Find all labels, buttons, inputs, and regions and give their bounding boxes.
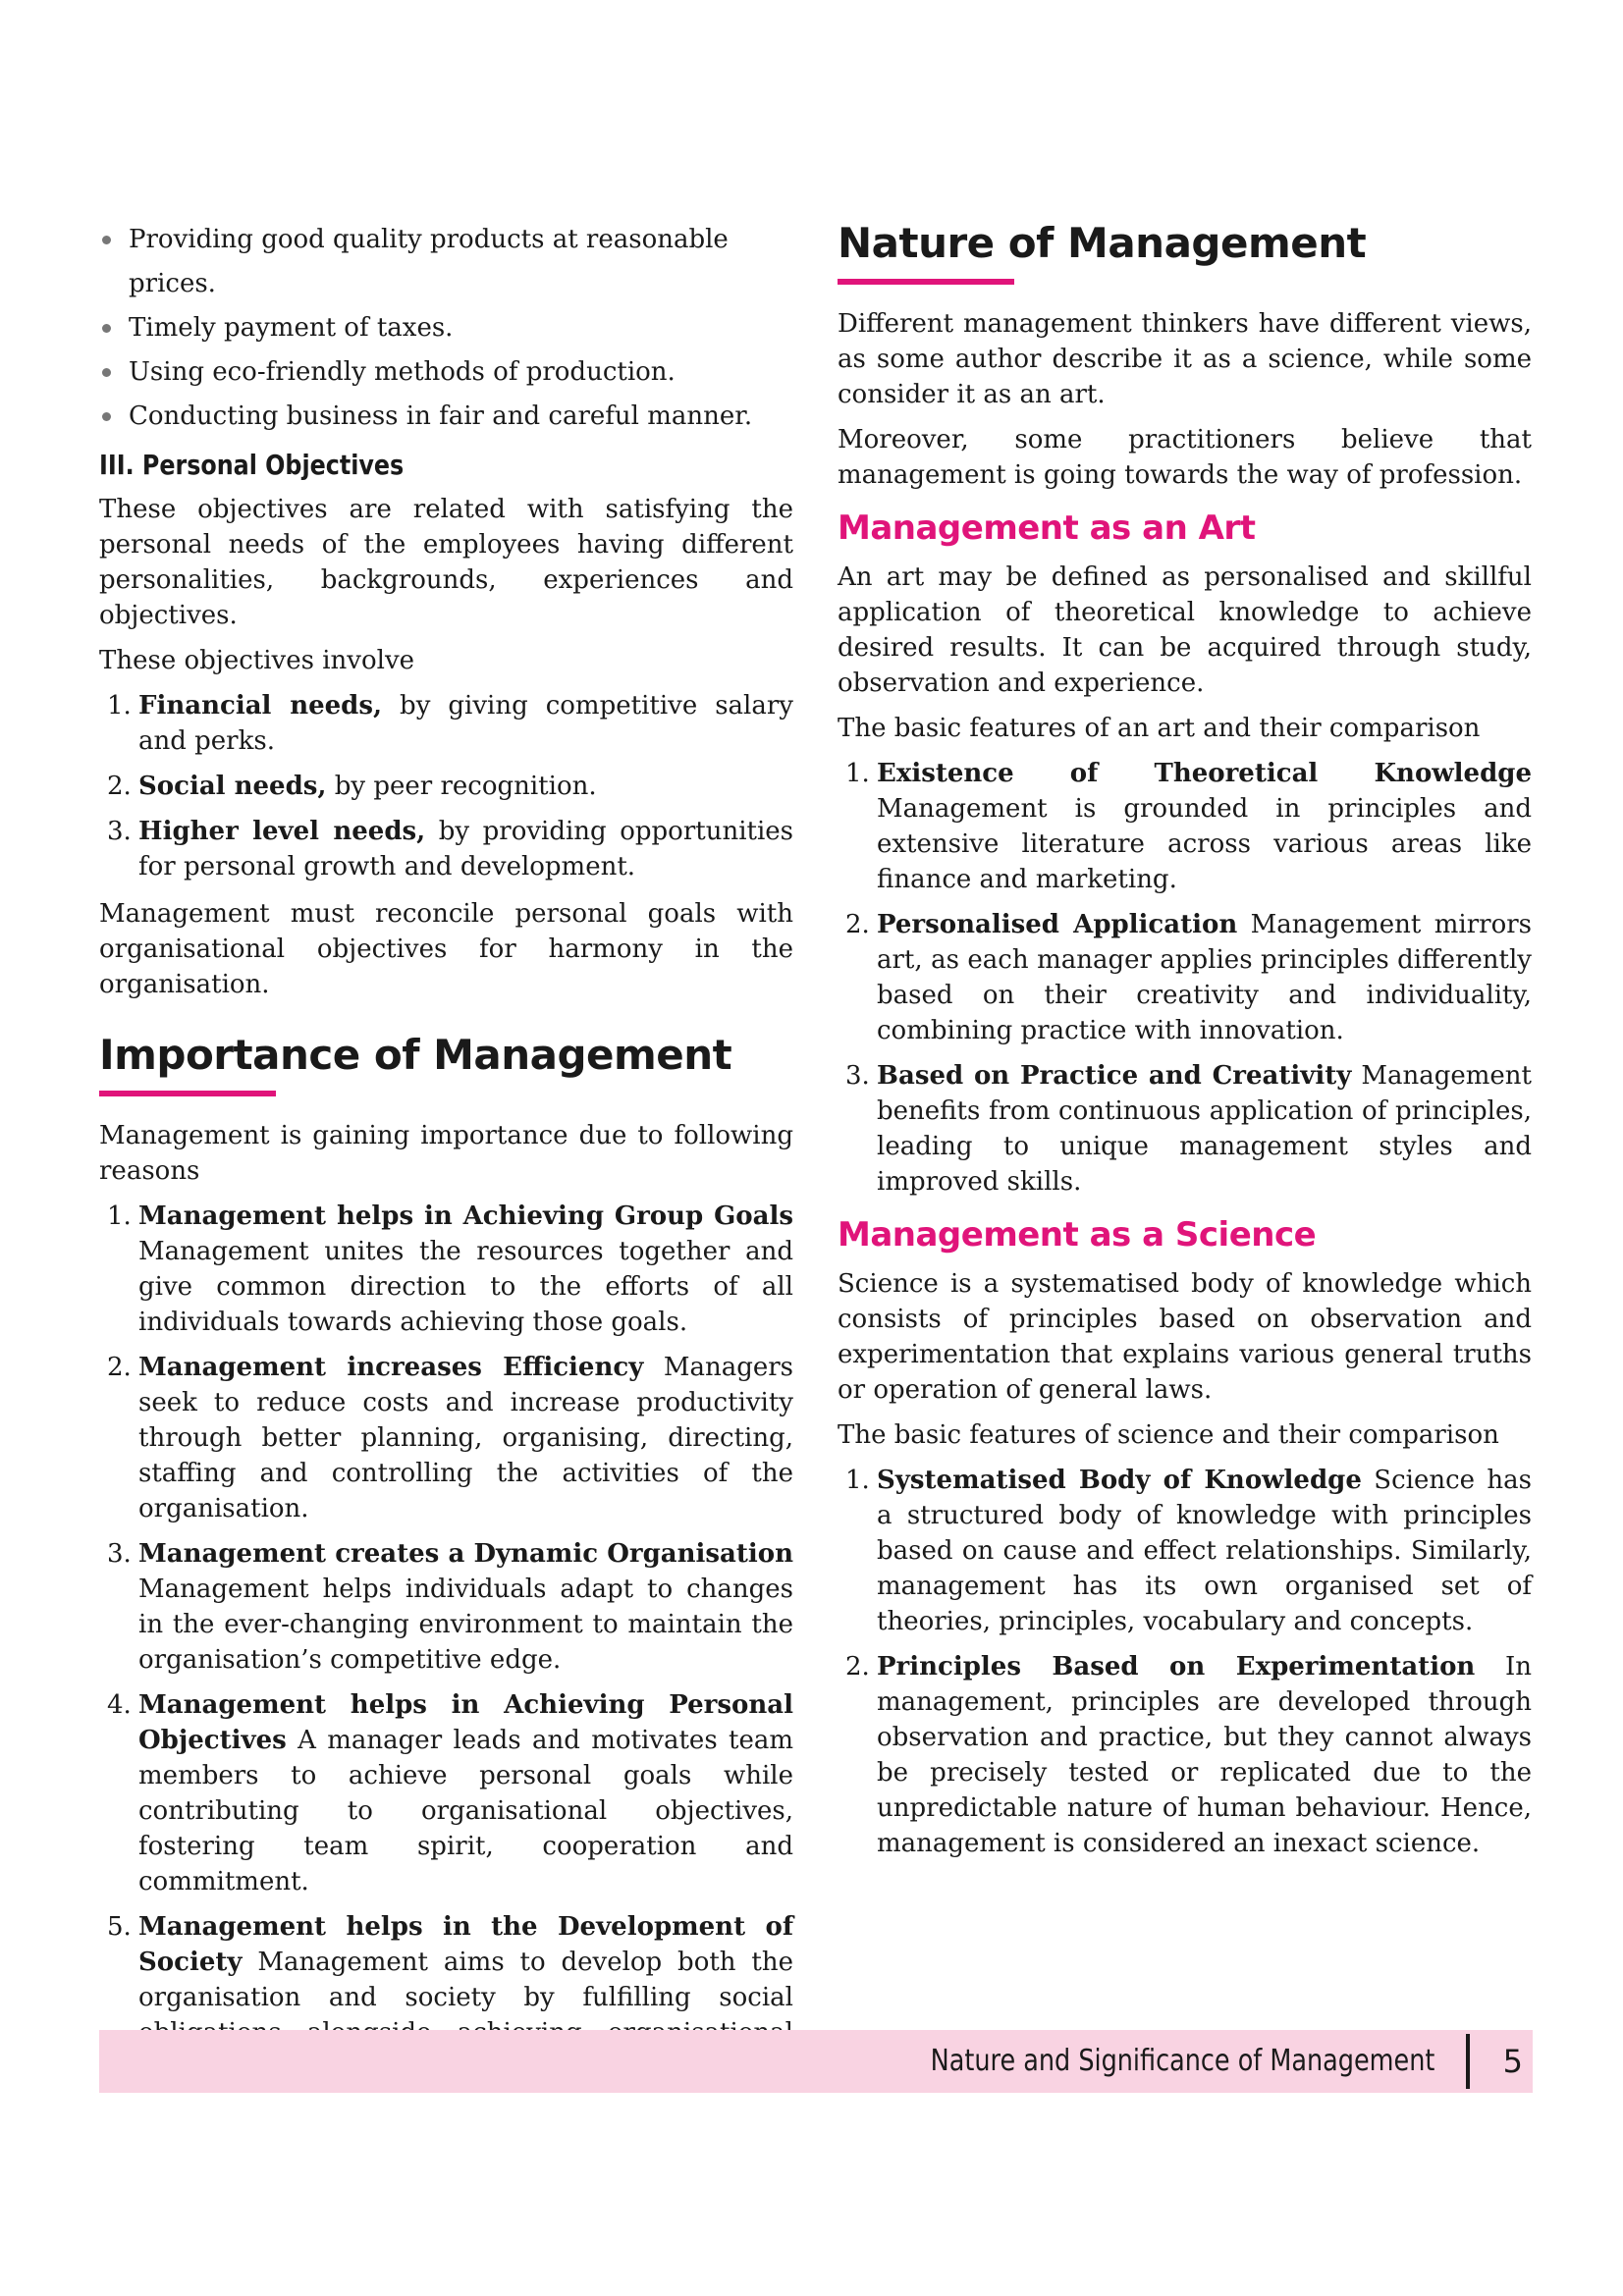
item-term: Management increases Efficiency [138, 1353, 644, 1382]
item-text: by peer recognition. [326, 772, 597, 801]
science-heading: Management as a Science [838, 1215, 1317, 1255]
list-item [99, 814, 793, 884]
art-features-list [838, 756, 1532, 1200]
item-term: Management helps in Achieving Group Goals [138, 1201, 793, 1231]
list-item [838, 756, 1532, 897]
art-heading: Management as an Art [838, 508, 1256, 548]
paragraph: Different management thinkers have different views, as some author describe it as a science, while some consider it as an art. [838, 309, 1532, 409]
item-number: 1. [107, 691, 132, 721]
importance-heading: Importance of Management [99, 1031, 732, 1079]
item-text: Management is grounded in principles and extensive literature across various areas like finance and marketing. [877, 794, 1532, 894]
paragraph: Moreover, some practitioners believe that management is going towards the way of profession. [838, 425, 1532, 490]
list-item [838, 1463, 1532, 1639]
list-item: Conducting business in fair and careful manner. [99, 395, 793, 439]
item-term: Based on Practice and Creativity [877, 1061, 1352, 1091]
item-term: Financial needs, [138, 691, 383, 721]
item-text: A manager leads and motivates team members to achieve personal goals while contributing to organisational objectives, fostering team spirit, cooperation and commitment. [138, 1726, 793, 1896]
list-item [99, 688, 793, 759]
list-item [838, 1649, 1532, 1861]
item-number: 3. [107, 817, 132, 846]
list-item [838, 907, 1532, 1048]
item-term: Management helps in Achieving Personal Objectives [138, 1690, 793, 1755]
item-number: 5. [107, 1912, 132, 1942]
page-footer [99, 2030, 1533, 2093]
item-text: Management benefits from continuous application of principles, leading to unique management styles and improved skills. [877, 1061, 1532, 1197]
item-term: Principles Based on Experimentation [877, 1652, 1476, 1682]
item-number: 1. [845, 759, 870, 788]
item-term: Management creates a Dynamic Organisation [138, 1539, 793, 1569]
footer-chapter-title: Nature and Significance of Management [930, 2044, 1434, 2078]
list-item [99, 1687, 793, 1899]
item-number: 2. [845, 1652, 870, 1682]
footer-divider [1466, 2034, 1470, 2089]
item-text: Management aims to develop both the organisation and society by fulfilling social [138, 1948, 793, 2012]
item-number: 3. [845, 1061, 870, 1091]
nature-heading: Nature of Management [838, 219, 1367, 267]
list-item [99, 1199, 793, 1340]
list-item: Using eco-friendly methods of production. [99, 350, 793, 395]
item-number: 1. [845, 1466, 870, 1495]
social-objectives-list [99, 218, 793, 439]
paragraph: Science is a systematised body of knowledge which consists of principles based on observation and experimentation that explains various general truths or operation of general laws. [838, 1269, 1532, 1405]
personal-objectives-heading: III. Personal Objectives [99, 449, 405, 481]
item-number: 2. [107, 772, 132, 801]
item-text: Management mirrors art, as each manager applies principles differently based on their creativity and individuality, combining practice with innovation. [877, 910, 1532, 1045]
personal-objectives-list [99, 688, 793, 884]
paragraph: These objectives are related with satisfying the personal needs of the employees having different personalities, backgrounds, experiences and objectives. [99, 495, 793, 630]
right-column [838, 218, 1532, 1873]
paragraph: These objectives involve [99, 646, 415, 675]
heading-underline [838, 279, 1014, 285]
item-text: Managers seek to reduce costs and increase productivity through better planning, organising, directing, staffing and controlling the activities of the organisation. [138, 1353, 793, 1523]
item-text: Science has a structured body of knowledge with principles based on cause and effect relationships. Similarly, management has its own organised set of theories, principles, vocabulary and concepts. [877, 1466, 1532, 1636]
left-column [99, 218, 793, 2098]
science-features-list [838, 1463, 1532, 1861]
item-number: 4. [107, 1690, 132, 1720]
list-item [99, 1536, 793, 1678]
list-item [99, 1350, 793, 1526]
item-text: Management helps individuals adapt to changes in the ever-changing environment to maintain the organisation’s competitive edge. [138, 1575, 793, 1675]
heading-underline [99, 1091, 276, 1096]
item-term: Existence of Theoretical Knowledge [877, 759, 1532, 788]
item-number: 2. [107, 1353, 132, 1382]
item-term: Management helps in the Development of Society [138, 1912, 793, 1977]
item-term: Systematised Body of Knowledge [877, 1466, 1362, 1495]
importance-list [99, 1199, 793, 2086]
item-text: by giving competitive salary and perks. [138, 691, 793, 756]
item-number: 3. [107, 1539, 132, 1569]
list-item [99, 769, 793, 804]
list-item: Providing good quality products at reasonable prices. [99, 218, 793, 306]
paragraph: The basic features of science and their comparison [838, 1420, 1499, 1450]
item-number: 1. [107, 1201, 132, 1231]
paragraph: Management is gaining importance due to following reasons [99, 1121, 793, 1186]
item-term: Social needs, [138, 772, 327, 801]
item-term: Higher level needs, [138, 817, 426, 846]
paragraph: Management must reconcile personal goals with organisational objectives for harmony in the organisation. [99, 899, 793, 999]
item-term: Personalised Application [877, 910, 1238, 939]
list-item [838, 1058, 1532, 1200]
item-text: by providing opportunities for personal growth and development. [138, 817, 793, 881]
item-text: Management unites the resources together and give common direction to the efforts of all individuals towards achieving those goals. [138, 1237, 793, 1337]
paragraph: An art may be defined as personalised and skillful application of theoretical knowledge to achieve desired results. It can be acquired through study, observation and experience. [838, 562, 1532, 698]
list-item: Timely payment of taxes. [99, 306, 793, 350]
paragraph: The basic features of an art and their comparison [838, 714, 1481, 743]
item-text: In management, principles are developed through observation and practice, but they cannot always be precisely tested or replicated due to the unpredictable nature of human behaviour. Hence, management is considered an inexact science. [877, 1652, 1532, 1858]
item-number: 2. [845, 910, 870, 939]
page-number: 5 [1502, 2043, 1523, 2080]
